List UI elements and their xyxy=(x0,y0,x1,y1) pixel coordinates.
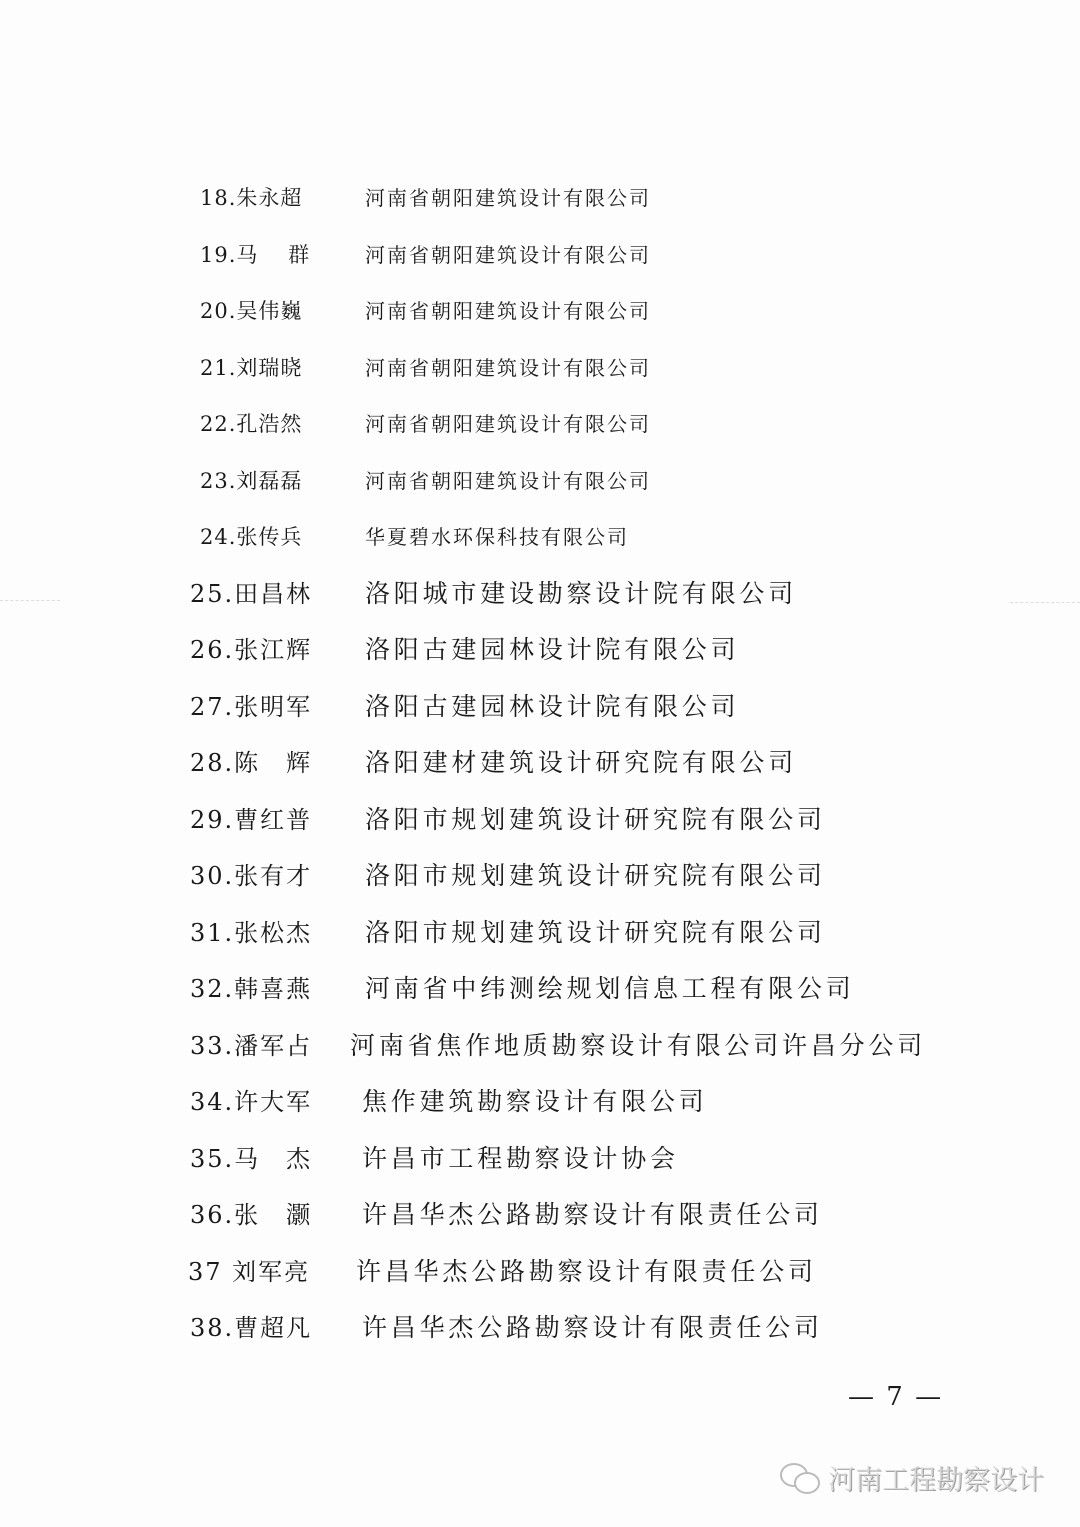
organization-name: 洛阳市规划建筑设计研究院有限公司 xyxy=(365,861,826,890)
list-item xyxy=(0,1026,1080,1066)
person-name: 21.刘瑞晓 xyxy=(200,355,303,380)
list-item xyxy=(0,800,1080,840)
organization-name: 洛阳城市建设勘察设计院有限公司 xyxy=(365,578,798,608)
list-item xyxy=(0,687,1080,727)
list-item xyxy=(0,182,1080,222)
person-name: 19.马 群 xyxy=(200,242,311,267)
person-name: 20.吴伟巍 xyxy=(200,299,303,323)
list-item xyxy=(0,1195,1080,1235)
organization-name: 河南省朝阳建筑设计有限公司 xyxy=(365,299,651,323)
organization-name: 河南省焦作地质勘察设计有限公司许昌分公司 xyxy=(350,1030,927,1060)
list-item xyxy=(0,408,1080,448)
organization-name: 洛阳建材建筑设计研究院有限公司 xyxy=(365,748,798,777)
list-item xyxy=(0,521,1080,561)
organization-name: 河南省朝阳建筑设计有限公司 xyxy=(365,412,651,436)
list-item xyxy=(0,1082,1080,1122)
organization-name: 河南省朝阳建筑设计有限公司 xyxy=(365,186,651,210)
person-name: 37 刘军亮 xyxy=(188,1257,311,1286)
organization-name: 许昌华杰公路勘察设计有限责任公司 xyxy=(362,1200,823,1229)
list-item xyxy=(0,1252,1080,1292)
person-name: 30.张有才 xyxy=(190,862,313,890)
person-name: 18.朱永超 xyxy=(200,186,303,210)
person-name: 25.田昌林 xyxy=(190,579,313,608)
list-item xyxy=(0,969,1080,1009)
person-name: 32.韩喜燕 xyxy=(190,975,313,1003)
person-name: 26.张江辉 xyxy=(190,636,313,664)
person-name: 31.张松杰 xyxy=(190,918,313,947)
organization-name: 河南省中纬测绘规划信息工程有限公司 xyxy=(365,974,855,1003)
list-item xyxy=(0,352,1080,392)
list-item xyxy=(0,1308,1080,1348)
organization-name: 洛阳古建园林设计院有限公司 xyxy=(365,691,740,721)
page-number: — 7 — xyxy=(848,1382,944,1412)
wechat-icon xyxy=(780,1463,820,1493)
organization-name: 洛阳古建园林设计院有限公司 xyxy=(365,635,740,664)
organization-name: 洛阳市规划建筑设计研究院有限公司 xyxy=(365,917,826,947)
list-item xyxy=(0,743,1080,783)
person-name: 34.许大军 xyxy=(190,1088,313,1116)
person-name: 36.张 灏 xyxy=(190,1201,313,1229)
list-item xyxy=(0,239,1080,279)
list-item xyxy=(0,574,1080,614)
organization-name: 河南省朝阳建筑设计有限公司 xyxy=(365,468,651,493)
person-name: 28.陈 辉 xyxy=(190,749,313,777)
organization-name: 许昌华杰公路勘察设计有限责任公司 xyxy=(356,1256,817,1286)
list-item xyxy=(0,913,1080,953)
watermark xyxy=(780,1458,1044,1497)
organization-name: 许昌华杰公路勘察设计有限责任公司 xyxy=(362,1313,823,1342)
organization-name: 焦作建筑勘察设计有限公司 xyxy=(362,1087,708,1116)
person-name: 29.曹红普 xyxy=(190,805,313,834)
list-item xyxy=(0,856,1080,896)
organization-name: 洛阳市规划建筑设计研究院有限公司 xyxy=(365,804,826,834)
organization-name: 河南省朝阳建筑设计有限公司 xyxy=(365,242,651,267)
person-name: 22.孔浩然 xyxy=(200,412,303,436)
watermark-text: 河南工程勘察设计 xyxy=(828,1465,1044,1496)
person-name: 35.马 杰 xyxy=(190,1144,313,1173)
person-name: 24.张传兵 xyxy=(200,525,303,549)
list-item xyxy=(0,295,1080,335)
person-name: 38.曹超凡 xyxy=(190,1314,313,1342)
organization-name: 河南省朝阳建筑设计有限公司 xyxy=(365,355,651,380)
list-item xyxy=(0,465,1080,505)
list-item xyxy=(0,1139,1080,1179)
list-item xyxy=(0,630,1080,670)
organization-name: 许昌市工程勘察设计协会 xyxy=(362,1143,679,1173)
person-name: 33.潘军占 xyxy=(190,1031,313,1060)
person-name: 23.刘磊磊 xyxy=(200,468,303,493)
person-name: 27.张明军 xyxy=(190,692,313,721)
organization-name: 华夏碧水环保科技有限公司 xyxy=(365,525,629,549)
